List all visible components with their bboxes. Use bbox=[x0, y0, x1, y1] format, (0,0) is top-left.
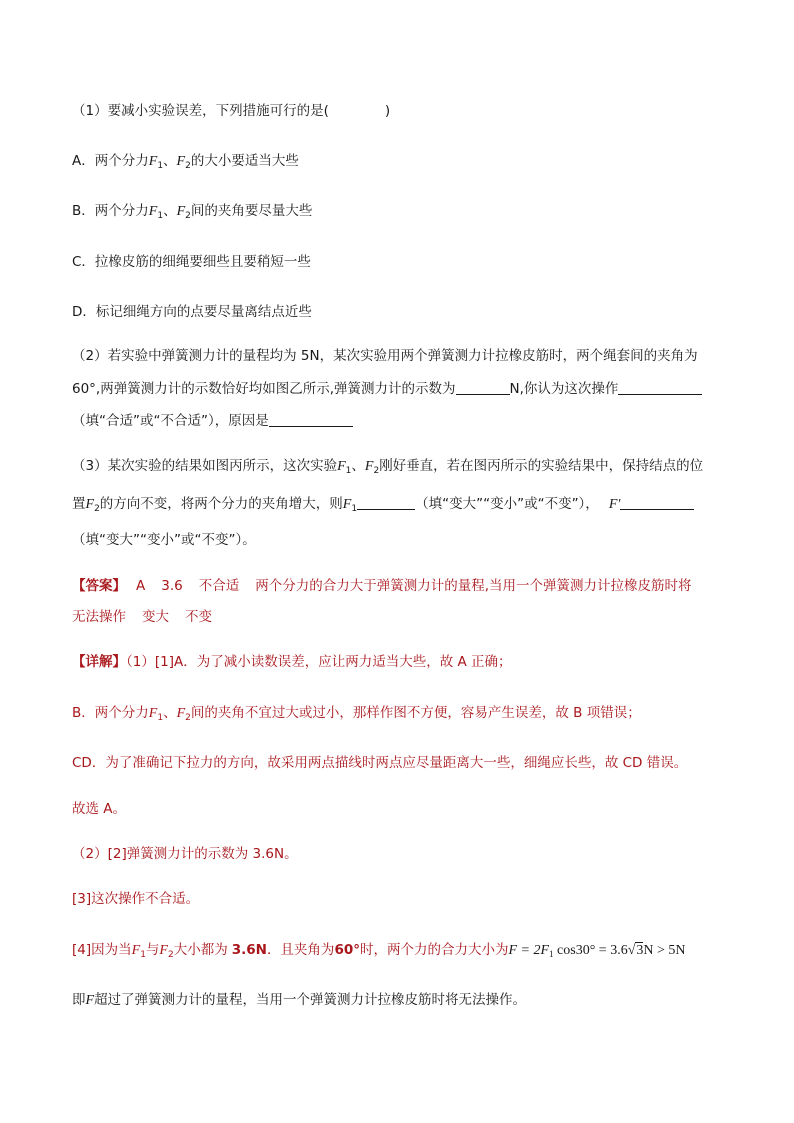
detail-label: 【详解】 bbox=[72, 654, 126, 670]
detail-line-2: B．两个分力$F_1$、$F_2$间的夹角不宜过大或过小，那样作图不方便，容易产生误差，故 B 项错误； bbox=[72, 705, 641, 723]
detail-line-7: [4]因为当$F_1$与$F_2$大小都为 3.6N．且夹角为60°时，两个力的合力大小为$F = 2F_1$ cos30° = 3.6√3N > 5N bbox=[72, 942, 686, 960]
resultant-force-equation: $F = 2F_1$ cos30° = 3.6√3N > 5N bbox=[508, 943, 686, 959]
q1-option-a: A．两个分力$F_1$、$F_2$的大小要适当大些 bbox=[72, 153, 299, 171]
answer-blank[interactable] bbox=[456, 380, 510, 395]
q1-option-d: D．标记细绳方向的点要尽量离结点近些 bbox=[72, 304, 312, 320]
detail-line-5: （2）[2]弹簧测力计的示数为 3.6N。 bbox=[72, 846, 298, 862]
q1-stem: （1）要减小实验误差，下列措施可行的是( ) bbox=[72, 103, 391, 119]
answer-blank[interactable] bbox=[269, 412, 353, 427]
q3-line-2: 置$F_2$的方向不变，将两个分力的夹角增大，则$F_1$ （填“变大”“变小”或“不变”）， F′ bbox=[72, 494, 694, 519]
q1-option-b: B．两个分力$F_1$、$F_2$间的夹角要尽量大些 bbox=[72, 203, 313, 221]
q3-line-1: （3）某次实验的结果如图丙所示，这次实验$F_1$、$F_2$刚好垂直，若在图丙所示的实验结果中，保持结点的位 bbox=[72, 458, 704, 476]
detail-line-3: CD．为了准确记下拉力的方向，故采用两点描线时两点应尽量距离大一些，细绳应长些，故 CD 错误。 bbox=[72, 755, 688, 771]
answer-blank[interactable] bbox=[357, 495, 415, 510]
answer-line-1: 【答案】 A 3.6 不合适 两个分力的合力大于弹簧测力计的量程,当用一个弹簧测力计拉橡皮筋时将 bbox=[72, 578, 692, 594]
q2-line-3: （填“合适”或“不合适”），原因是 bbox=[72, 411, 353, 431]
detail-line-1: 【详解】（1）[1]A．为了减小读数误差，应让两力适当大些，故 A 正确； bbox=[72, 654, 512, 670]
q2-line-1: （2）若实验中弹簧测力计的量程均为 5N，某次实验用两个弹簧测力计拉橡皮筋时，两个绳套间的夹角为 bbox=[72, 348, 698, 364]
q3-line-3: （填“变大”“变小”或“不变”）。 bbox=[72, 532, 256, 548]
sqrt-icon: √ bbox=[627, 943, 636, 958]
answer-label: 【答案】 bbox=[72, 578, 126, 594]
answer-line-2: 无法操作 变大 不变 bbox=[72, 609, 212, 625]
answer-blank[interactable] bbox=[620, 495, 694, 510]
answer-blank[interactable] bbox=[618, 380, 702, 395]
detail-line-8: 即F超过了弹簧测力计的量程，当用一个弹簧测力计拉橡皮筋时将无法操作。 bbox=[72, 992, 527, 1008]
q1-option-c: C．拉橡皮筋的细绳要细些且要稍短一些 bbox=[72, 254, 311, 270]
detail-line-4: 故选 A。 bbox=[72, 801, 127, 817]
detail-line-6: [3]这次操作不合适。 bbox=[72, 891, 200, 907]
q2-line-2: 60°,两弹簧测力计的示数恰好均如图乙所示,弹簧测力计的示数为 N,你认为这次操作 bbox=[72, 379, 702, 399]
